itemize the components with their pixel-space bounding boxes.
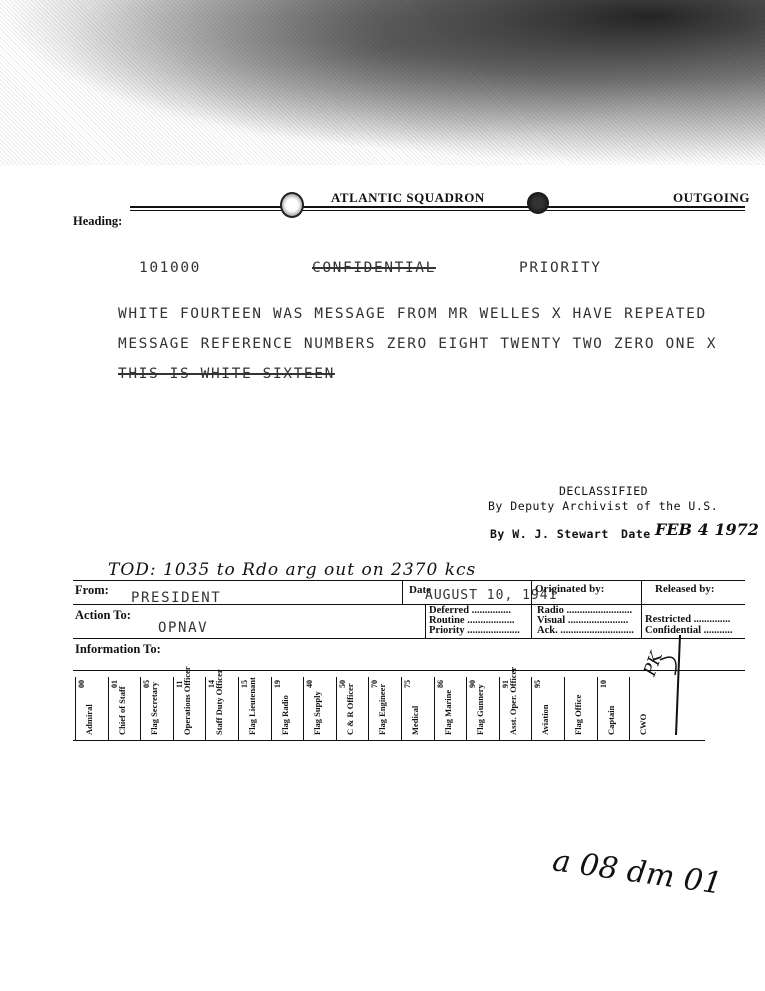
date-value: AUGUST 10, 1941 xyxy=(425,588,558,603)
routing-column-code: 01 xyxy=(109,680,119,688)
routing-column-label: Flag Marine xyxy=(442,689,453,735)
from-value: PRESIDENT xyxy=(131,590,222,606)
routing-column-code: 15 xyxy=(240,680,249,688)
header-rule-bottom xyxy=(130,210,745,211)
routing-column-label: Flag Office xyxy=(573,694,583,735)
radio-option: Radio ......................... xyxy=(537,605,633,616)
visual-option: Visual ....................... xyxy=(537,615,629,626)
released-label: Released by: xyxy=(655,583,715,595)
form-status: OUTGOING xyxy=(673,190,750,205)
routing-column-label: Flag Supply xyxy=(312,691,323,735)
from-label: From: xyxy=(75,583,109,597)
routing-column-label: Admiral xyxy=(84,704,94,735)
routing-column-label: Aviation xyxy=(540,704,551,735)
routing-column-label: CWO xyxy=(638,713,649,735)
routing-column-code: 86 xyxy=(435,680,445,688)
routing-column-code: 00 xyxy=(77,680,86,688)
right-emblem-icon xyxy=(527,192,549,214)
message-line-1: WHITE FOURTEEN WAS MESSAGE FROM MR WELLES X HAVE REPEATED xyxy=(118,306,707,322)
routing-column-code: 70 xyxy=(370,680,380,688)
routing-column-label: Flag Secretary xyxy=(149,682,160,735)
declass-date-label: Date xyxy=(621,527,651,541)
handwritten-initials: PK xyxy=(640,649,668,679)
handwritten-tod: TOD: 1035 to Rdo arg out on 2370 kcs xyxy=(108,560,477,580)
declass-title: DECLASSIFIED xyxy=(559,484,649,498)
left-emblem-icon xyxy=(280,192,304,218)
routing-column-code: 40 xyxy=(305,680,315,688)
message-line-2: MESSAGE REFERENCE NUMBERS ZERO EIGHT TWENTY TWO ZERO ONE X xyxy=(118,336,718,352)
action-label: Action To: xyxy=(75,608,131,622)
priority-option: Priority .................... xyxy=(429,625,520,636)
routing-column-label: C & R Officer xyxy=(344,683,355,735)
declass-date-value: FEB 4 1972 xyxy=(655,520,759,539)
heading-label: Heading: xyxy=(73,214,123,228)
routing-column-code: 11 xyxy=(174,680,184,688)
confidential-option: Confidential ........... xyxy=(645,625,733,636)
deferred-option: Deferred ............... xyxy=(429,605,512,616)
routing-column-code: 14 xyxy=(207,680,217,688)
declass-authority: By Deputy Archivist of the U.S. xyxy=(488,499,719,513)
declass-by: By W. J. Stewart xyxy=(490,527,609,541)
routing-column-label: Chief of Staff xyxy=(116,686,127,735)
routing-column-code: 05 xyxy=(142,680,152,688)
from-rule-top xyxy=(73,580,745,581)
scan-noise-header xyxy=(0,0,765,165)
handwritten-line-1 xyxy=(676,635,680,735)
ack-option: Ack. ............................ xyxy=(537,625,634,636)
routing-column-code: 90 xyxy=(468,680,478,688)
information-label: Information To: xyxy=(75,642,161,656)
dtg: 101000 xyxy=(139,260,201,276)
routing-column-label: Captain xyxy=(605,705,616,735)
restricted-option: Restricted .............. xyxy=(645,614,731,625)
handwritten-strokes xyxy=(630,630,700,740)
routing-column-code: 50 xyxy=(337,680,347,688)
divider-date xyxy=(402,580,403,604)
form-title: ATLANTIC SQUADRON xyxy=(331,190,485,205)
routing-column-code: 95 xyxy=(533,680,543,688)
originated-label: Originated by: xyxy=(535,583,605,595)
handwritten-bottom-note: a 08 dm 01 xyxy=(550,843,725,902)
routing-column-label: Medical xyxy=(410,705,420,735)
routine-option: Routine .................. xyxy=(429,615,515,626)
routing-column-code: 19 xyxy=(272,680,282,688)
routing-column-label: Flag Radio xyxy=(279,695,290,735)
routing-column-label: Flag Engineer xyxy=(377,683,388,735)
routing-column-label: Flag Lieutenant xyxy=(247,677,257,735)
date-label: Date xyxy=(409,584,431,596)
routing-column-label: Operations Officer xyxy=(181,666,192,735)
header-rule-top xyxy=(130,206,745,208)
precedence: PRIORITY xyxy=(519,260,602,276)
message-line-3-struck: THIS IS WHITE SIXTEEN xyxy=(118,366,335,382)
routing-column-label: Asst. Oper. Officer xyxy=(507,666,518,735)
handwritten-line-2 xyxy=(660,657,676,675)
routing-column-label: Staff Duty Officer xyxy=(214,669,225,735)
routing-column-code: 91 xyxy=(500,680,510,688)
routing-column-code: 75 xyxy=(403,680,412,688)
classification-struck: CONFIDENTIAL xyxy=(312,260,436,276)
routing-column-code: 10 xyxy=(598,680,608,688)
action-value: OPNAV xyxy=(158,620,209,636)
divider-middle xyxy=(425,604,426,638)
routing-column-label: Flag Gunnery xyxy=(475,684,486,735)
